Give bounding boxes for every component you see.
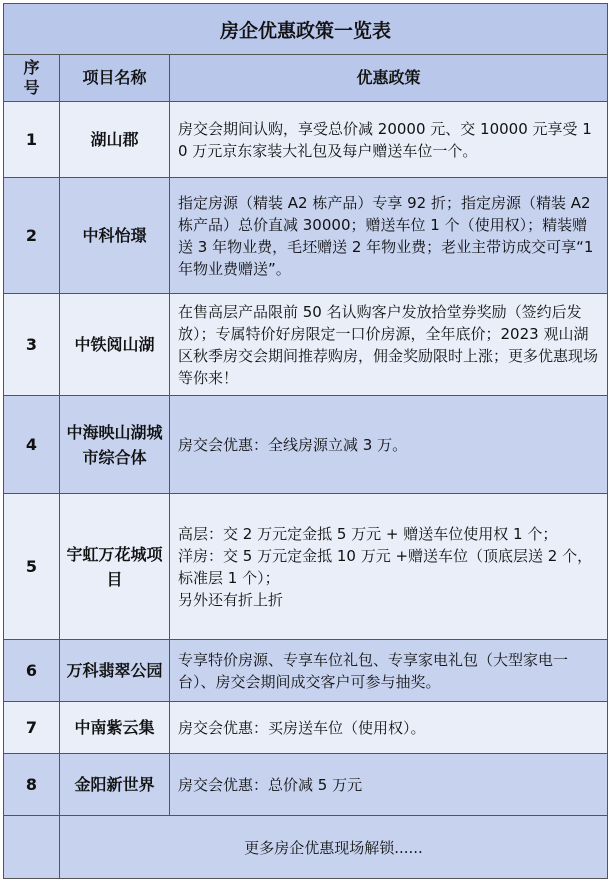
row-index: 2 (4, 178, 60, 294)
row-index: 3 (4, 294, 60, 396)
row-index: 7 (4, 702, 60, 754)
policy-cell (170, 396, 608, 494)
project-name: 宇虹万花城项目 (60, 494, 170, 640)
table-row (4, 294, 608, 396)
policy-text: 房交会期间认购，享受总价减 20000 元、交 10000 元享受 10 万元京东家装大礼包及每户赠送车位一个。 (178, 119, 592, 160)
project-name: 中科怡璟 (60, 178, 170, 294)
table-title: 房企优惠政策一览表 (4, 4, 608, 55)
table-row (4, 702, 608, 754)
table-row (4, 494, 608, 640)
footer-row (4, 816, 608, 879)
project-name: 万科翡翠公园 (60, 640, 170, 702)
row-index: 4 (4, 396, 60, 494)
header-index: 序号 (4, 55, 60, 102)
project-name: 金阳新世界 (60, 754, 170, 816)
policy-table (3, 3, 608, 879)
footer-spacer (4, 816, 60, 879)
policy-text: 洋房：交 5 万元定金抵 10 万元 +赠送车位（顶底层送 2 个，标准层 1 个）； (178, 546, 593, 587)
row-index: 6 (4, 640, 60, 702)
policy-text: 另外还有折上折 (178, 590, 284, 609)
table-row (4, 754, 608, 816)
policy-text: 房交会优惠：买房送车位（使用权）。 (178, 718, 426, 737)
project-name: 中海映山湖城市综合体 (60, 396, 170, 494)
table-row (4, 102, 608, 178)
policy-cell (170, 178, 608, 294)
row-index: 8 (4, 754, 60, 816)
policy-text: 房交会优惠：全线房源立减 3 万。 (178, 435, 408, 454)
table-row (4, 178, 608, 294)
table-row (4, 640, 608, 702)
footer-note: 更多房企优惠现场解锁...... (60, 816, 608, 879)
policy-cell (170, 702, 608, 754)
policy-text: 指定房源（精装 A2 栋产品）专享 92 折；指定房源（精装 A2 栋产品）总价直减 30000；赠送车位 1 个（使用权）；精装赠送 3 年物业费，毛坯赠送 2 年物业费；老业主带访成交可享“1 年物业费赠送”。 (178, 193, 594, 278)
policy-cell (170, 494, 608, 640)
policy-cell (170, 294, 608, 396)
policy-text: 专享特价房源、专享车位礼包、专享家电礼包（大型家电一台）、房交会期间成交客户可参与抽奖。 (178, 650, 569, 691)
policy-cell (170, 754, 608, 816)
policy-cell (170, 640, 608, 702)
project-name: 湖山郡 (60, 102, 170, 178)
policy-text: 高层：交 2 万元定金抵 5 万元 + 赠送车位使用权 1 个； (178, 524, 558, 543)
header-policy: 优惠政策 (170, 55, 608, 102)
table-row (4, 396, 608, 494)
policy-cell (170, 102, 608, 178)
policy-text: 在售高层产品限前 50 名认购客户发放拾堂券奖励（签约后发放）；专属特价好房限定一口价房源，全年底价；2023 观山湖区秋季房交会期间推荐购房，佣金奖励限时上涨；更多优惠现场等你来！ (178, 302, 599, 387)
project-name: 中南紫云集 (60, 702, 170, 754)
project-name: 中铁阅山湖 (60, 294, 170, 396)
policy-table-container (3, 3, 607, 883)
policy-text: 房交会优惠：总价减 5 万元 (178, 775, 363, 794)
header-name: 项目名称 (60, 55, 170, 102)
row-index: 5 (4, 494, 60, 640)
row-index: 1 (4, 102, 60, 178)
